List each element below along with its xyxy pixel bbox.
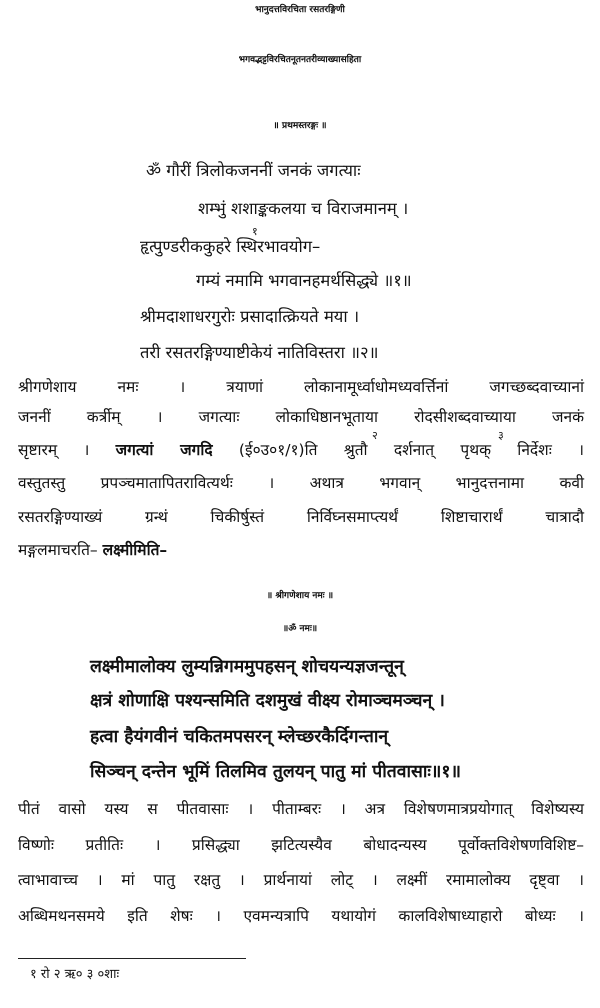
lemma: लक्ष्मीमिति– (102, 541, 168, 559)
commentary-2-line-3: त्वाभावाच्च । मां पातु रक्षतु । प्रार्थनायां लोट् । लक्ष्मीं रमामालोक्य दृष्ट्वा । (18, 871, 584, 889)
commentary-2-line-2: विष्णोः प्रतीतिः । प्रसिद्ध्या झटित्यस्यैव बोधादन्यस्य पूर्वोक्तविशेषणविशिष्ट– (18, 836, 584, 854)
quoted-phrase: जगत्यां जगदि (115, 441, 213, 459)
commentary-1-line-1: श्रीगणेशाय नमः । त्रयाणां लोकानामूर्ध्वाधोमध्यवर्त्तिनां जगच्छब्दवाच्यानां (18, 378, 584, 396)
commentary-1-line-4: वस्तुतस्तु प्रपञ्चमातापितरावित्यर्थः । अथात्र भगवान् भानुदत्तनामा कवी (18, 474, 584, 492)
commentary-1-line-5: रसतरङ्गिण्याख्यं ग्रन्थं चिकीर्षुस्तं निर्विघ्नसमाप्त्यर्थं शिष्टाचारार्थं चात्रादौ (18, 508, 584, 526)
title-line-2: भगवद्भट्टविरचितनूतनतरीव्याख्यासहिता (238, 55, 362, 65)
main-verse-line-1: लक्ष्मीमालोक्य लुम्यन्निगममुपहसन् शोचयन्यज्ञजन्तून् (90, 657, 404, 677)
commentary-2-line-4: अब्धिमथनसमये इति शेषः । एवमन्यत्रापि यथायोगं कालविशेषाध्याहारो बोध्यः । (18, 907, 584, 925)
title-line-1: भानुदत्तविरचिता रसतरङ्गिणी (255, 5, 345, 15)
footnote-rule (18, 958, 246, 959)
footnote-marker-2: २ (372, 429, 378, 442)
invocation-heading-2: ॥ॐ नमः॥ (282, 624, 318, 634)
commentary-1-line-2: जननीं कर्त्रीम् । जगत्याः लोकाधिष्ठानभूताया रोदसीशब्दवाच्याया जनकं (18, 408, 584, 426)
commentary-2-line-1: पीतं वासो यस्य स पीतवासाः । पीताम्बरः । अत्र विशेषणमात्रप्रयोगात् विशेष्यस्य (18, 800, 584, 818)
main-verse-line-4: सिञ्चन् दन्तेन भूमिं तिलमिव तुलयन् पातु मां पीतवासाः॥१॥ (90, 762, 461, 782)
opening-verse-line-6: तरी रसतरङ्गिण्याष्टीकेयं नातिविस्तरा ॥२॥ (140, 343, 379, 362)
opening-verse-line-5: श्रीमदाशाधरगुरोः प्रसादात्क्रियते मया । (140, 307, 360, 326)
footnote-marker-1: १ (252, 225, 258, 238)
invocation-heading-1: ॥ श्रीगणेशाय नमः ॥ (266, 591, 334, 601)
footnote: १ रो २ ऋ० ३ ०शाः (30, 967, 120, 982)
commentary-1-line-3: सृष्टारम् । जगत्यां जगदि (ई०उ०१/१)ति श्रुतौ दर्शनात् पृथक् निर्देशः । (18, 441, 584, 459)
main-verse-line-3: हत्वा हैयंगवीनं चकितमपसरन् म्लेच्छरकैर्दिगन्तान् (90, 727, 389, 747)
footnote-marker-3: ३ (498, 429, 504, 442)
opening-verse-line-1: ॐ गौरीं त्रिलोकजननीं जनकं जगत्याः (146, 161, 361, 180)
main-verse-line-2: क्षत्रं शोणाक्षि पश्यन्समिति दशमुखं वीक्ष्य रोमाञ्चमञ्चन् । (90, 691, 445, 711)
opening-verse-line-3: हृत्पुण्डरीककुहरे स्थिरभावयोग– (140, 237, 321, 256)
opening-verse-line-2: शम्भुं शशाङ्ककलया च विराजमानम् । (198, 199, 409, 218)
chapter-heading: ॥ प्रथमस्तरङ्गः ॥ (273, 121, 327, 131)
opening-verse-line-4: गम्यं नमामि भगवानहमर्थसिद्ध्ये ॥१॥ (196, 271, 412, 290)
commentary-1-line-6: मङ्गलमाचरति– लक्ष्मीमिति– (18, 541, 168, 559)
